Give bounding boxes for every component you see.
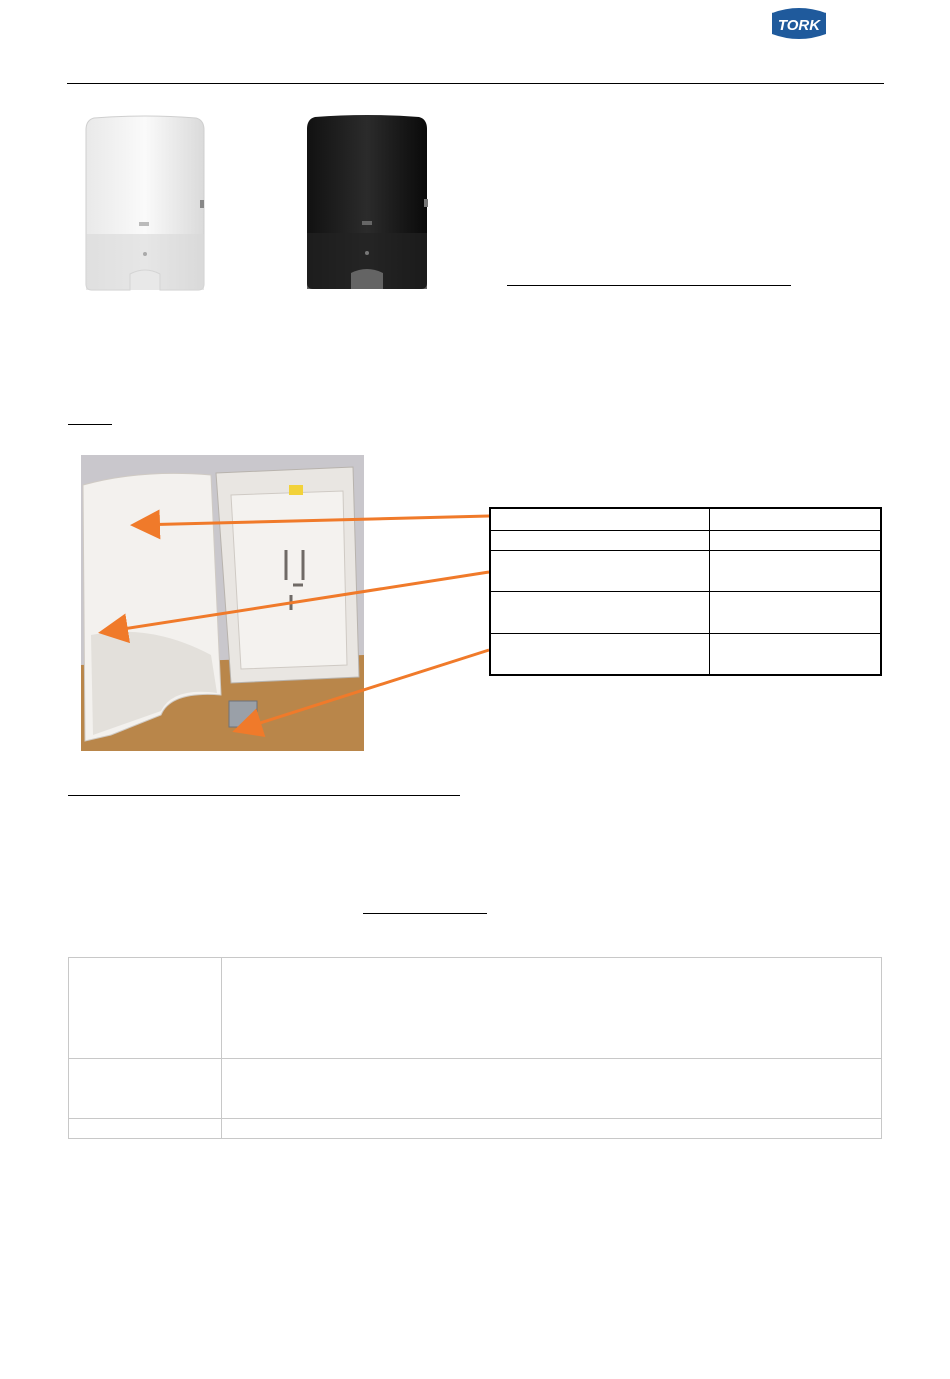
- table-cell: [490, 592, 709, 633]
- spec-table: [68, 957, 882, 1139]
- table-cell: [69, 958, 222, 1059]
- table-cell: [709, 508, 881, 530]
- table-row: [490, 633, 881, 675]
- table-cell: [490, 508, 709, 530]
- table-cell: [709, 633, 881, 675]
- table-cell: [222, 1118, 882, 1138]
- table-cell: [222, 958, 882, 1059]
- parts-table: [489, 507, 882, 676]
- table-cell: [709, 592, 881, 633]
- table-cell: [69, 1058, 222, 1118]
- table-row: [69, 1058, 882, 1118]
- table-row: [490, 530, 881, 550]
- table-row: [69, 1118, 882, 1138]
- arrow-to-parts-bag: [238, 650, 489, 730]
- table-cell: [490, 633, 709, 675]
- table-row: [69, 958, 882, 1059]
- table-cell: [222, 1058, 882, 1118]
- svg-text:TORK: TORK: [777, 17, 821, 34]
- table-cell: [490, 530, 709, 550]
- arrow-to-cover: [136, 516, 489, 525]
- arrow-to-hinge: [104, 572, 489, 632]
- table-cell: [69, 1118, 222, 1138]
- table-row: [490, 592, 881, 633]
- table-row: [490, 551, 881, 592]
- table-cell: [490, 551, 709, 592]
- table-row: [490, 508, 881, 530]
- table-cell: [709, 551, 881, 592]
- table-cell: [709, 530, 881, 550]
